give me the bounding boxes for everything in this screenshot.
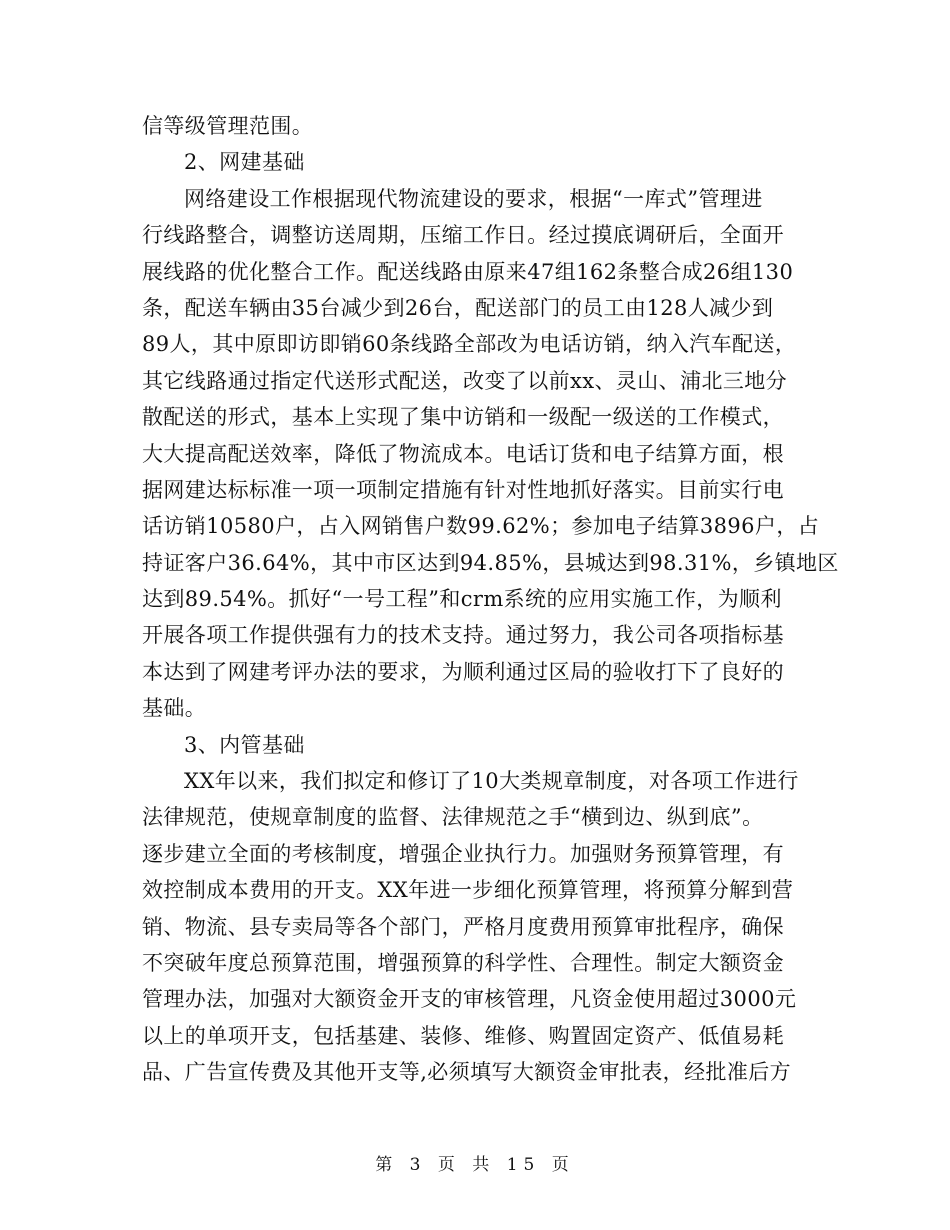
section-heading: 3、内管基础 [184,732,305,757]
text-line: 信等级管理范围。 [142,114,314,138]
text-line: 大大提高配送效率，降低了物流成本。电话订货和电子结算方面，根 [142,441,784,466]
text-line: 89人，其中原即访即销60条线路全部改为电话访销，纳入汽车配送， [142,332,797,357]
text-line: 持证客户36.64%，其中市区达到94.85%，县城达到98.31%，乡镇地区 [142,550,839,575]
text-line: 以上的单项开支，包括基建、装修、维修、购置固定资产、低值易耗 [142,1023,784,1048]
section-heading: 2、网建基础 [184,150,305,175]
text-line: 散配送的形式，基本上实现了集中访销和一级配一级送的工作模式， [142,405,784,430]
text-line: 法律规范，使规章制度的监督、法律规范之手“横到边、纵到底”。 [142,805,764,830]
text-line: 基础。 [142,696,207,721]
text-line: 其它线路通过指定代送形式配送，改变了以前xx、灵山、浦北三地分 [142,368,788,393]
text-line: 销、物流、县专卖局等各个部门，严格月度费用预算审批程序，确保 [142,914,784,939]
text-line: 据网建达标标准一项一项制定措施有针对性地抓好落实。目前实行电 [142,477,784,502]
text-line: 本达到了网建考评办法的要求，为顺利通过区局的验收打下了良好的 [142,659,784,684]
text-line: 逐步建立全面的考核制度，增强企业执行力。加强财务预算管理，有 [142,841,784,866]
text-line: 展线路的优化整合工作。配送线路由原来47组162条整合成26组130 [142,259,794,284]
page-number: 第 3 页 共 15 页 [375,1155,575,1175]
text-line: 网络建设工作根据现代物流建设的要求，根据“一库式”管理进 [184,186,763,211]
text-line: 条，配送车辆由35台减少到26台，配送部门的员工由128人减少到 [142,295,774,320]
text-line: 效控制成本费用的开支。XX年进一步细化预算管理，将预算分解到营 [142,878,794,903]
text-line: 话访销10580户，占入网销售户数99.62%；参加电子结算3896户，占 [142,514,820,539]
document-body [142,108,839,1091]
text-line: 管理办法，加强对大额资金开支的审核管理，凡资金使用超过3000元 [142,987,797,1012]
text-line: 开展各项工作提供强有力的技术支持。通过努力，我公司各项指标基 [142,623,784,648]
text-line: 品、广告宣传费及其他开支等,必须填写大额资金审批表，经批准后方 [142,1060,792,1085]
text-line: 不突破年度总预算范围，增强预算的科学性、合理性。制定大额资金 [142,950,784,975]
text-line: 达到89.54%。抓好“一号工程”和crm系统的应用实施工作，为顺利 [142,587,782,612]
text-line: 行线路整合，调整访送周期，压缩工作日。经过摸底调研后，全面开 [142,223,784,248]
text-line: XX年以来，我们拟定和修订了10大类规章制度，对各项工作进行 [184,769,799,794]
